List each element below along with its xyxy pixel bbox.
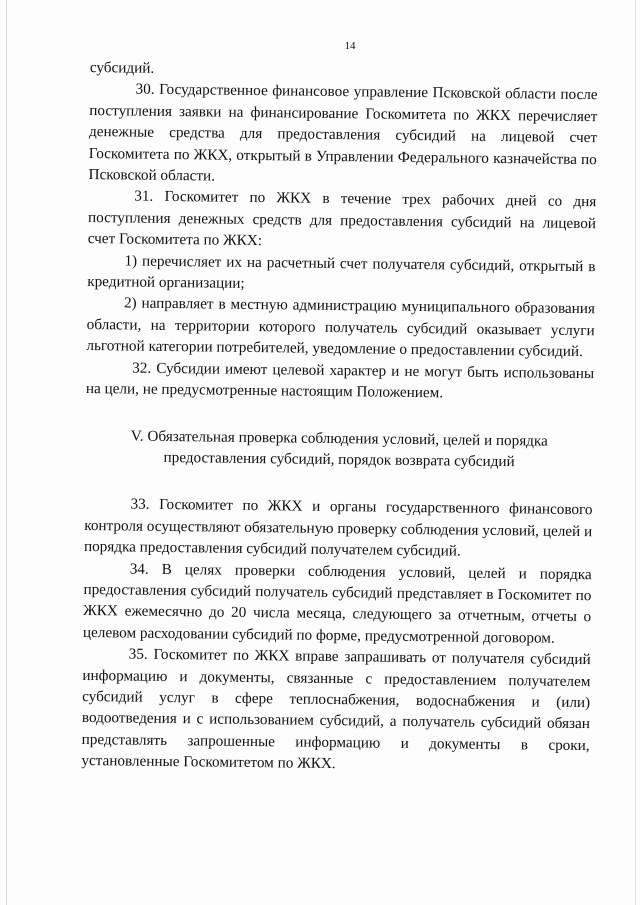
section-title-line-1: V. Обязательная проверка соблюдения условий, целей и порядка [130, 427, 548, 450]
paragraph-31-item-1: 1) перечисляет их на расчетный счет получателя субсидий, открытый в кредитной организации; [87, 252, 596, 292]
paragraph-35: 35. Госкомитет по ЖКХ вправе запрашивать от получателя субсидий информацию и документы, связанные с предоставлением получателем субсидий услуг в сфере теплоснабжения, водоснабжения и (или) водоотведения и с использованием субсидий, а получатель субсидий обязан представлять запрошенные информацию и документы в сроки, установленные Госкомитетом по ЖКХ. [81, 645, 591, 773]
section-title-line-2: предоставления субсидий, порядок возврата субсидий [163, 448, 515, 471]
scan-left-edge [6, 0, 7, 905]
document-body [81, 57, 598, 778]
page-number: 14 [344, 40, 356, 52]
section-title [85, 424, 593, 473]
paragraph-32: 32. Субсидии имеют целевой характер и не могут быть использованы на цели, не предусмотренные настоящим Положением. [85, 359, 595, 402]
paragraph-31-item-2: 2) направляет в местную администрацию муниципального образования области, на территории которого получатель субсидий оказывает услуги льготной категории потребителей, уведомление о предоставлении субсидий. [86, 294, 596, 361]
paragraph-30: 30. Государственное финансовое управление Псковской области после поступления заявки на финансирование Госкомитета по ЖКХ перечисляет денежные средства для предоставления субсидий на лицевой счет Госкомитета по ЖКХ, открытый в Управлении Федерального казначейства по Псковской области. [88, 80, 598, 185]
paragraph-33: 33. Госкомитет по ЖКХ и органы государственного финансового контроля осуществляют обязательную проверку соблюдения условий, целей и порядка предоставления субсидий получателем субсидий. [83, 495, 593, 560]
scan-right-edge [635, 0, 636, 905]
paragraph-31: 31. Госкомитет по ЖКХ в течение трех рабочих дней со дня поступления денежных средств для предоставления субсидий на лицевой счет Госкомитета по ЖКХ: [87, 187, 597, 250]
paragraph-continuation: субсидий. [89, 58, 155, 77]
paragraph-34: 34. В целях проверки соблюдения условий, целей и порядка предоставления субсидий получатель субсидий представляет в Госкомитет по ЖКХ ежемесячно до 20 числа месяца, следующего за отчетным, отчеты о целевом расходовании субсидий по форме, предусмотренной договором. [82, 560, 592, 647]
